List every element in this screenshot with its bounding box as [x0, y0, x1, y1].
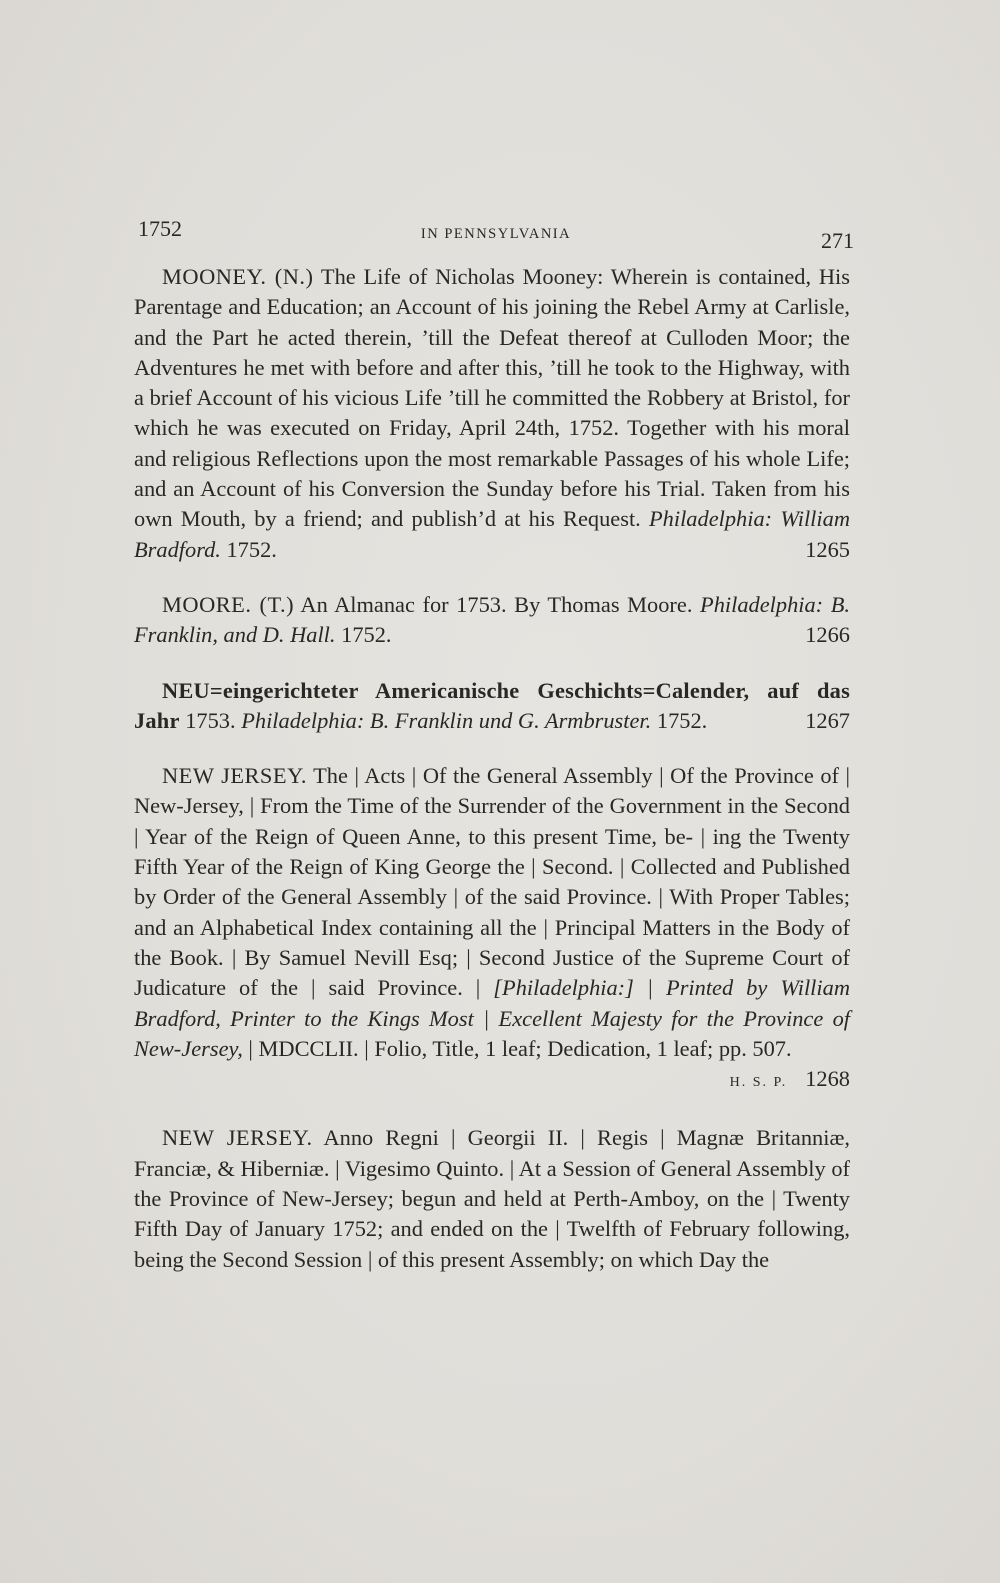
entry-heading: NEW JERSEY.: [162, 1125, 313, 1151]
entry-text: Anno Regni | Georgii II. | Regis | Magnæ Britanniæ, Franciæ, & Hiberniæ. | Vigesimo Quinto. | At a Session of General Assembly of the Province of New-Jersey; begun and held at Perth-Amboy, on the | Twenty Fifth Day of January 1752; and ended on the | Twelfth of February following, being the Second Session | of this present Assembly; on which Day the: [134, 1125, 850, 1272]
entry-heading: MOORE. (T.): [162, 591, 295, 617]
entry-heading: NEU=eingerichteter Americanische Geschichts=Calender, auf das Jahr: [134, 677, 850, 733]
entry-date: 1752.: [656, 707, 708, 733]
entry-heading: NEW JERSEY.: [162, 763, 307, 789]
entry-location: H. S. P.: [729, 1075, 788, 1091]
entry-text: An Almanac for 1753. By Thomas Moore.: [300, 591, 693, 617]
entry-date: 1752.: [226, 536, 277, 562]
entry-text: The | Acts | Of the General Assembly | Of the Province of | New-Jersey, | From the Time of the Surrender of the Government in the Second | Year of the Reign of Queen Anne, to this present Time, be- | ing the Twenty Fifth Year of the Reign of King George the | Second. | Collected and Published by Order of the General Assembly | of the said Province. | With Proper Tables; and an Alphabetical Index containing all the | Principal Matters in the Body of the Book. | By Samuel Nevill Esq; | Second Justice of the Supreme Court of Judicature of the | said Province. |: [134, 763, 850, 1001]
entry-new-jersey-anno-regni: [134, 1123, 850, 1274]
entry-number: 1268: [805, 1066, 850, 1092]
entry-imprint: [Philadelphia:] | Printed by William Bradford, Printer to the Kings Most | Excellent Majesty for the Province of New-Jersey,: [134, 975, 850, 1061]
entry-text: 1753.: [185, 707, 236, 733]
entry-text: The Life of Nicholas Mooney: Wherein is contained, His Parentage and Education; an Account of his joining the Rebel Army at Carlisle, and the Part he acted therein, ’till the Defeat thereof at Culloden Moor; the Adventures he met with before and after this, ’till he took to the Highway, with a brief Account of his vicious Life ’till he committed the Robbery at Bristol, for which he was executed on Friday, April 24th, 1752. Together with his moral and religious Reflections upon the most remarkable Passages of his whole Life; and an Account of his Conversion the Sunday before his Trial. Taken from his own Mouth, by a friend; and publish’d at his Request.: [134, 264, 850, 532]
entry-imprint: Philadelphia: B. Franklin, and D. Hall.: [134, 591, 850, 648]
running-title: IN PENNSYLVANIA: [420, 226, 572, 242]
bibliography-entries: [134, 262, 850, 1300]
header-year: 1752: [138, 216, 182, 241]
entry-number: 1267: [805, 707, 850, 733]
entry-1268: [134, 761, 850, 1098]
entry-date: 1752.: [341, 622, 392, 648]
entry-1266: [134, 590, 850, 651]
entry-heading: MOONEY. (N.): [162, 264, 314, 289]
page-header: [138, 216, 854, 256]
entry-number: 1265: [805, 536, 850, 562]
entry-number: 1266: [805, 622, 850, 648]
entry-imprint: Philadelphia: B. Franklin und G. Armbruster.: [241, 707, 652, 733]
entry-1265: [134, 262, 850, 565]
entry-tail: [702, 1064, 850, 1098]
entry-1267: [134, 676, 850, 737]
page-number: 271: [821, 228, 854, 253]
entry-date: | MDCCLII. | Folio, Title, 1 leaf; Dedication, 1 leaf; pp. 507.: [248, 1035, 792, 1061]
entry-imprint: Philadelphia: William Bradford.: [134, 506, 850, 562]
